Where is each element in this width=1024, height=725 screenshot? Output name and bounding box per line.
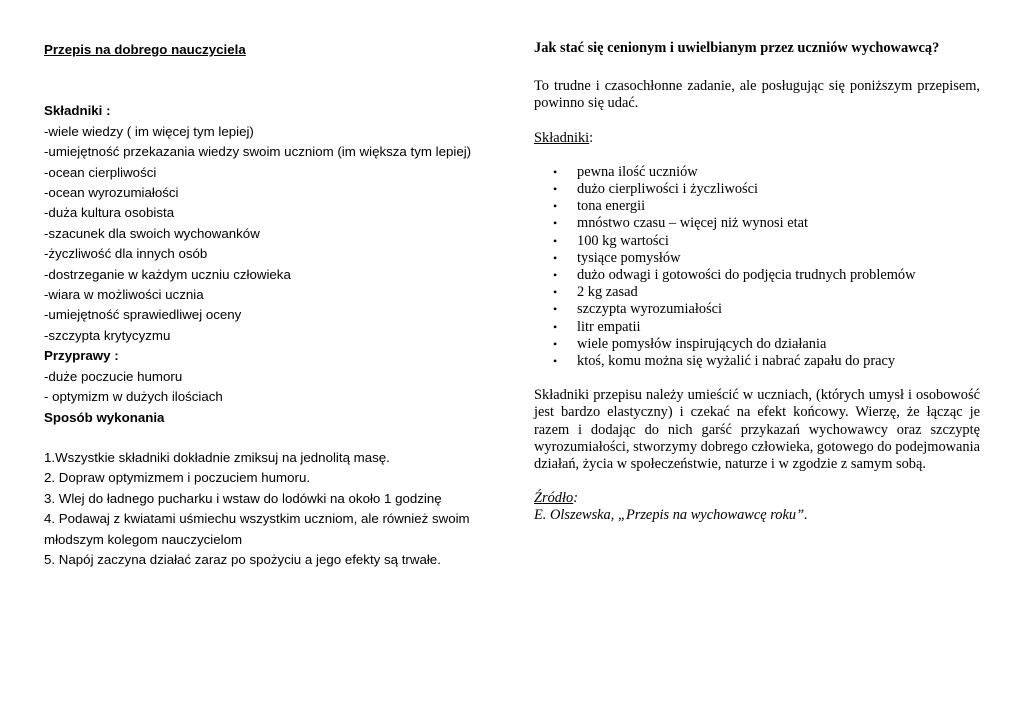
list-item-text: dużo cierpliwości i życzliwości xyxy=(577,181,759,198)
source-colon: : xyxy=(573,490,578,507)
spices-heading: Przyprawy : xyxy=(44,348,119,364)
right-title: Jak stać się cenionym i uwielbianym przez uczniów wychowawcą? xyxy=(534,40,940,56)
bullet-icon: • xyxy=(553,319,558,334)
list-item xyxy=(553,335,980,353)
bullet-icon: • xyxy=(553,336,558,351)
method-step: 5. Napój zaczyna działać zaraz po spożyciu a jego efekty są trwałe. xyxy=(44,551,441,567)
bullet-icon: • xyxy=(553,354,558,369)
ingredient-item: -wiele wiedzy ( im więcej tym lepiej) xyxy=(44,123,254,139)
description-paragraph: Składniki przepisu należy umieścić w uczniach, (których umysł i osobowość jest bardzo elastyczny) i czekać na efekt końcowy. Wierzę, że łącząc je razem i dodając do nich garść przykazań wychowawcy oraz szczyptę wyrozumiałości, stworzymy dobrego człowieka, gotowego do podejmowania działań, życia w społeczeństwie, naturze i w zgodzie z samym sobą. xyxy=(534,387,980,473)
list-item xyxy=(553,284,980,301)
list-item xyxy=(553,353,980,370)
list-item-text: tysiące pomysłów xyxy=(577,249,681,266)
left-title: Przepis na dobrego nauczyciela xyxy=(44,42,246,57)
ingredient-item: -szczypta krytycyzmu xyxy=(44,327,171,343)
list-item-text: szczypta wyrozumiałości xyxy=(577,301,723,318)
spice-item: - optymizm w dużych ilościach xyxy=(44,389,223,405)
ingredient-item: -życzliwość dla innych osób xyxy=(44,246,208,262)
method-step: młodszym kolegom nauczycielom xyxy=(44,531,243,547)
ingredient-item: -szacunek dla swoich wychowanków xyxy=(44,225,260,241)
ingredient-item: -duża kultura osobista xyxy=(44,205,175,221)
ingredients-label: Składniki xyxy=(534,129,590,146)
bullet-icon: • xyxy=(553,302,558,317)
list-item-text: 2 kg zasad xyxy=(577,284,638,301)
method-step: 4. Podawaj z kwiatami uśmiechu wszystkim uczniom, ale również swoim xyxy=(44,511,470,527)
bullet-icon: • xyxy=(553,199,558,214)
ingredients-label-line xyxy=(534,130,980,147)
list-item xyxy=(553,181,980,198)
list-item-text: tona energii xyxy=(577,198,646,215)
spice-item: -duże poczucie humoru xyxy=(44,368,183,384)
list-item xyxy=(553,232,980,250)
list-item-text: 100 kg wartości xyxy=(577,232,669,249)
list-item-text: ktoś, komu można się wyżalić i nabrać zapału do pracy xyxy=(577,353,896,370)
method-step: 2. Dopraw optymizmem i poczuciem humoru. xyxy=(44,470,311,486)
bullet-icon: • xyxy=(553,250,558,265)
ingredients-list xyxy=(534,164,980,370)
ingredients-heading: Składniki : xyxy=(44,103,111,119)
list-item xyxy=(553,267,980,284)
bullet-icon: • xyxy=(553,182,558,197)
ingredient-item: -dostrzeganie w każdym uczniu człowieka xyxy=(44,266,291,282)
ingredient-item: -ocean cierpliwości xyxy=(44,164,157,180)
list-item-text: pewna ilość uczniów xyxy=(577,163,698,180)
source-citation: E. Olszewska, „Przepis na wychowawcę roku”. xyxy=(534,507,808,524)
list-item xyxy=(553,318,980,336)
list-item xyxy=(553,198,980,215)
ingredient-item: -ocean wyrozumiałości xyxy=(44,185,179,201)
bullet-icon: • xyxy=(553,164,558,179)
bullet-icon: • xyxy=(553,233,558,248)
list-item xyxy=(553,249,980,267)
list-item xyxy=(553,163,980,181)
ingredient-item: -umiejętność sprawiedliwej oceny xyxy=(44,307,242,323)
spacer xyxy=(44,428,494,448)
list-item-text: wiele pomysłów inspirujących do działania xyxy=(577,335,827,352)
source-label-line xyxy=(534,490,980,507)
list-item-text: dużo odwagi i gotowości do podjęcia trudnych problemów xyxy=(577,267,916,284)
list-item-text: mnóstwo czasu – więcej niż wynosi etat xyxy=(577,215,808,232)
method-heading: Sposób wykonania xyxy=(44,409,165,425)
ingredient-item: -umiejętność przekazania wiedzy swoim uczniom (im większa tym lepiej) xyxy=(44,144,472,160)
list-item xyxy=(553,215,980,232)
bullet-icon: • xyxy=(553,268,558,283)
source-label: Źródło xyxy=(534,490,574,507)
bullet-icon: • xyxy=(553,285,558,300)
method-step: 3. Wlej do ładnego pucharku i wstaw do lodówki na około 1 godzinę xyxy=(44,490,442,506)
ingredients-colon: : xyxy=(589,129,594,146)
list-item-text: litr empatii xyxy=(577,318,641,335)
method-step: 1.Wszystkie składniki dokładnie zmiksuj na jednolitą masę. xyxy=(44,449,390,465)
left-column xyxy=(44,40,494,570)
list-item xyxy=(553,301,980,318)
right-column xyxy=(534,40,980,525)
ingredient-item: -wiara w możliwości ucznia xyxy=(44,287,204,303)
intro-paragraph: To trudne i czasochłonne zadanie, ale posługując się poniższym przepisem, powinno się udać. xyxy=(534,78,980,112)
bullet-icon: • xyxy=(553,216,558,231)
